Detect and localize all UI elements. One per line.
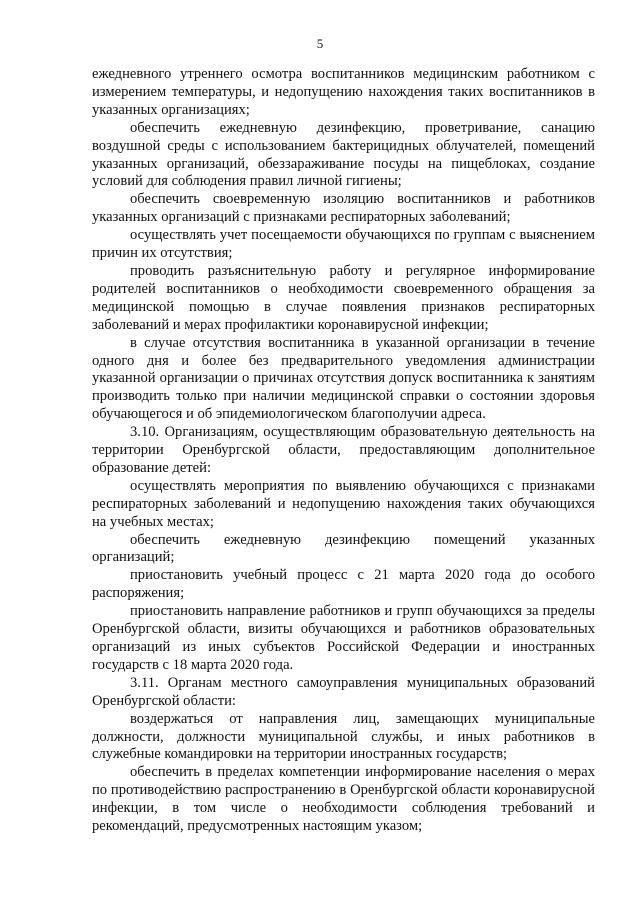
paragraph: воздержаться от направления лиц, замещающих муниципальные должности, должности муниципальной службы, и иных работников в служебные командировки на территории иностранных государств;	[92, 710, 595, 763]
section-paragraph-3-11: 3.11. Органам местного самоуправления муниципальных образований Оренбургской области:	[92, 674, 595, 709]
paragraph: в случае отсутствия воспитанника в указанной организации в течение одного дня и более без предварительного уведомления администрации указанной организации о причинах отсутствия допуск воспитанника к занятиям производить только при наличии медицинской справки о состоянии здоровья обучающегося и об эпидемиологическом благополучии адреса.	[92, 334, 595, 423]
page-number: 5	[316, 36, 324, 51]
paragraph: ежедневного утреннего осмотра воспитанников медицинским работником с измерением температуры, и недопущению нахождения таких воспитанников в указанных организациях;	[92, 66, 595, 118]
section-paragraph-3-10: 3.10. Организациям, осуществляющим образовательную деятельность на территории Оренбургской области, предоставляющим дополнительное образование детей:	[92, 424, 595, 476]
paragraph: проводить разъяснительную работу и регулярное информирование родителей воспитанников о необходимости своевременного обращения за медицинской помощью в случае появления признаков респираторных заболеваний и мерах профилактики коронавирусной инфекции;	[92, 262, 595, 333]
paragraph: обеспечить ежедневную дезинфекцию помещений указанных организаций;	[92, 531, 595, 566]
paragraph: приостановить направление работников и групп обучающихся за пределы Оренбургской области, визиты обучающихся и работников образовательных организаций из иных субъектов Российской Федерации и иностранных государств с 18 марта 2020 года.	[92, 603, 595, 673]
paragraph: обеспечить ежедневную дезинфекцию, проветривание, санацию воздушной среды с использованием бактерицидных облучателей, помещений указанных организаций, обеззараживание посуды на пищеблоках, создание условий для соблюдения правил личной гигиены;	[92, 119, 595, 190]
paragraph: приостановить учебный процесс с 21 марта 2020 года до особого распоряжения;	[92, 567, 595, 602]
paragraph: обеспечить своевременную изоляцию воспитанников и работников указанных организаций с признаками респираторных заболеваний;	[92, 191, 595, 226]
document-body	[92, 66, 595, 836]
paragraph: обеспечить в пределах компетенции информирование населения о мерах по противодействию распространению в Оренбургской области коронавирусной инфекции, в том числе о необходимости соблюдения требований и рекомендаций, предусмотренных настоящим указом;	[92, 764, 595, 835]
paragraph: осуществлять учет посещаемости обучающихся по группам с выяснением причин их отсутствия;	[92, 227, 595, 262]
paragraph: осуществлять мероприятия по выявлению обучающихся с признаками респираторных заболеваний и недопущению нахождения таких обучающихся на учебных местах;	[92, 477, 595, 530]
